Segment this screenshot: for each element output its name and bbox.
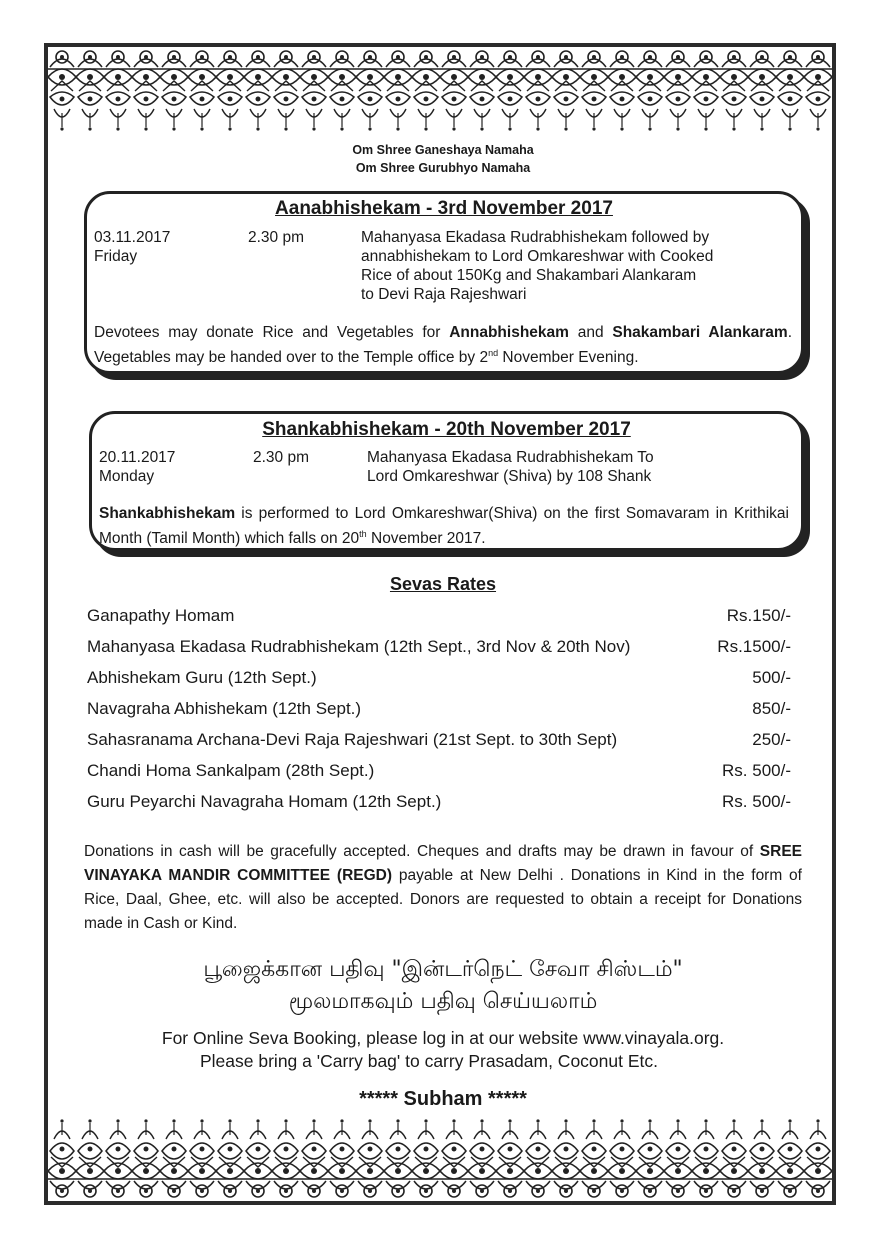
event-time: 2.30 pm — [253, 449, 310, 466]
rate-row — [87, 730, 791, 761]
rate-name: Sahasranama Archana-Devi Raja Rajeshwari (21st Sept. to 30th Sept) — [87, 730, 618, 749]
rate-name: Navagraha Abhishekam (12th Sept.) — [87, 699, 362, 718]
rate-price: Rs. 500/- — [722, 761, 791, 780]
rate-name: Guru Peyarchi Navagraha Homam (12th Sept.) — [87, 792, 442, 811]
tamil-line-1: பூஜைக்கான பதிவு "இன்டர்நெட் சேவா சிஸ்டம்" — [203, 957, 683, 982]
note-text: Devotees may donate Rice and Vegetables for — [94, 324, 450, 341]
carry-bag-text: Please bring a 'Carry bag' to carry Prasadam, Coconut Etc. — [200, 1051, 658, 1071]
note-superscript: nd — [488, 348, 499, 358]
event-day: Monday — [99, 468, 155, 485]
note-text: and — [568, 324, 613, 341]
rate-price: Rs.1500/- — [717, 637, 791, 656]
rate-name: Ganapathy Homam — [87, 606, 235, 625]
invocation — [0, 141, 886, 177]
decorative-border-top — [48, 47, 832, 133]
rate-row — [87, 699, 791, 730]
note-text: . Vegetables may be handed over to the Temple office by 2 — [94, 324, 793, 367]
donation-text: Donations in cash will be gracefully accepted. Cheques and drafts may be drawn in favour of — [84, 843, 760, 860]
rate-price: 500/- — [752, 668, 791, 687]
rate-price: Rs.150/- — [726, 606, 791, 625]
event-box-shankabhishekam — [89, 411, 804, 551]
sevas-title: Sevas Rates — [389, 574, 497, 594]
event-date: 20.11.2017 — [99, 449, 176, 466]
note-text: November 2017. — [366, 530, 486, 548]
online-booking-text: For Online Seva Booking, please log in at our website www.vinayala.org. — [161, 1028, 725, 1048]
closing-subham: ***** Subham ***** — [359, 1088, 527, 1110]
decorative-border-bottom — [48, 1115, 832, 1201]
event-date: 03.11.2017 — [94, 229, 171, 246]
rate-row — [87, 668, 791, 699]
note-text: November Evening. — [498, 349, 639, 367]
event-description: Mahanyasa Ekadasa Rudrabhishekam followed by annabhishekam to Lord Omkareshwar with Cooked Rice of about 150Kg and Shakambari Alankaram to Devi Raja Rajeshwari — [361, 229, 714, 303]
rate-row — [87, 606, 791, 637]
event-description: Mahanyasa Ekadasa Rudrabhishekam To Lord Omkareshwar (Shiva) by 108 Shank — [367, 449, 654, 485]
donation-paragraph — [84, 840, 802, 936]
event-time: 2.30 pm — [248, 229, 305, 246]
rate-row — [87, 637, 791, 668]
event-day: Friday — [94, 248, 138, 265]
rate-name: Mahanyasa Ekadasa Rudrabhishekam (12th Sept., 3rd Nov & 20th Nov) — [87, 637, 631, 656]
event-title: Aanabhishekam - 3rd November 2017 — [275, 198, 613, 219]
note-bold: Shakambari Alankaram — [612, 324, 788, 341]
note-bold: Annabhishekam — [449, 324, 569, 341]
rate-name: Chandi Homa Sankalpam (28th Sept.) — [87, 761, 375, 780]
note-superscript: th — [359, 529, 367, 539]
event-title: Shankabhishekam - 20th November 2017 — [262, 419, 631, 440]
note-text: is performed to Lord Omkareshwar(Shiva) on the first Somavaram in Krithikai Month (Tamil Month) which falls on 20 — [99, 505, 789, 548]
rate-price: 850/- — [752, 699, 791, 718]
rate-price: Rs. 500/- — [722, 792, 791, 811]
committee-name: SREE VINAYAKA MANDIR COMMITTEE (REGD) — [84, 843, 802, 884]
tamil-line-2: மூலமாகவும் பதிவு செய்யலாம் — [288, 989, 598, 1014]
rate-price: 250/- — [752, 730, 791, 749]
rate-name: Abhishekam Guru (12th Sept.) — [87, 668, 317, 687]
event-note — [94, 323, 792, 368]
note-bold: Shankabhishekam — [99, 505, 236, 522]
rate-row — [87, 792, 791, 823]
donation-text: payable at New Delhi . Donations in Kind in the form of Rice, Daal, Ghee, etc. will also be accepted. Donors are requested to obtain a receipt for Donations made in Cash or Kind. — [84, 867, 802, 932]
invocation-line-2: Om Shree Gurubhyo Namaha — [355, 161, 531, 175]
invocation-line-1: Om Shree Ganeshaya Namaha — [352, 143, 534, 157]
rate-row — [87, 761, 791, 792]
event-note — [99, 504, 789, 549]
event-box-aanabhishekam — [84, 191, 804, 374]
